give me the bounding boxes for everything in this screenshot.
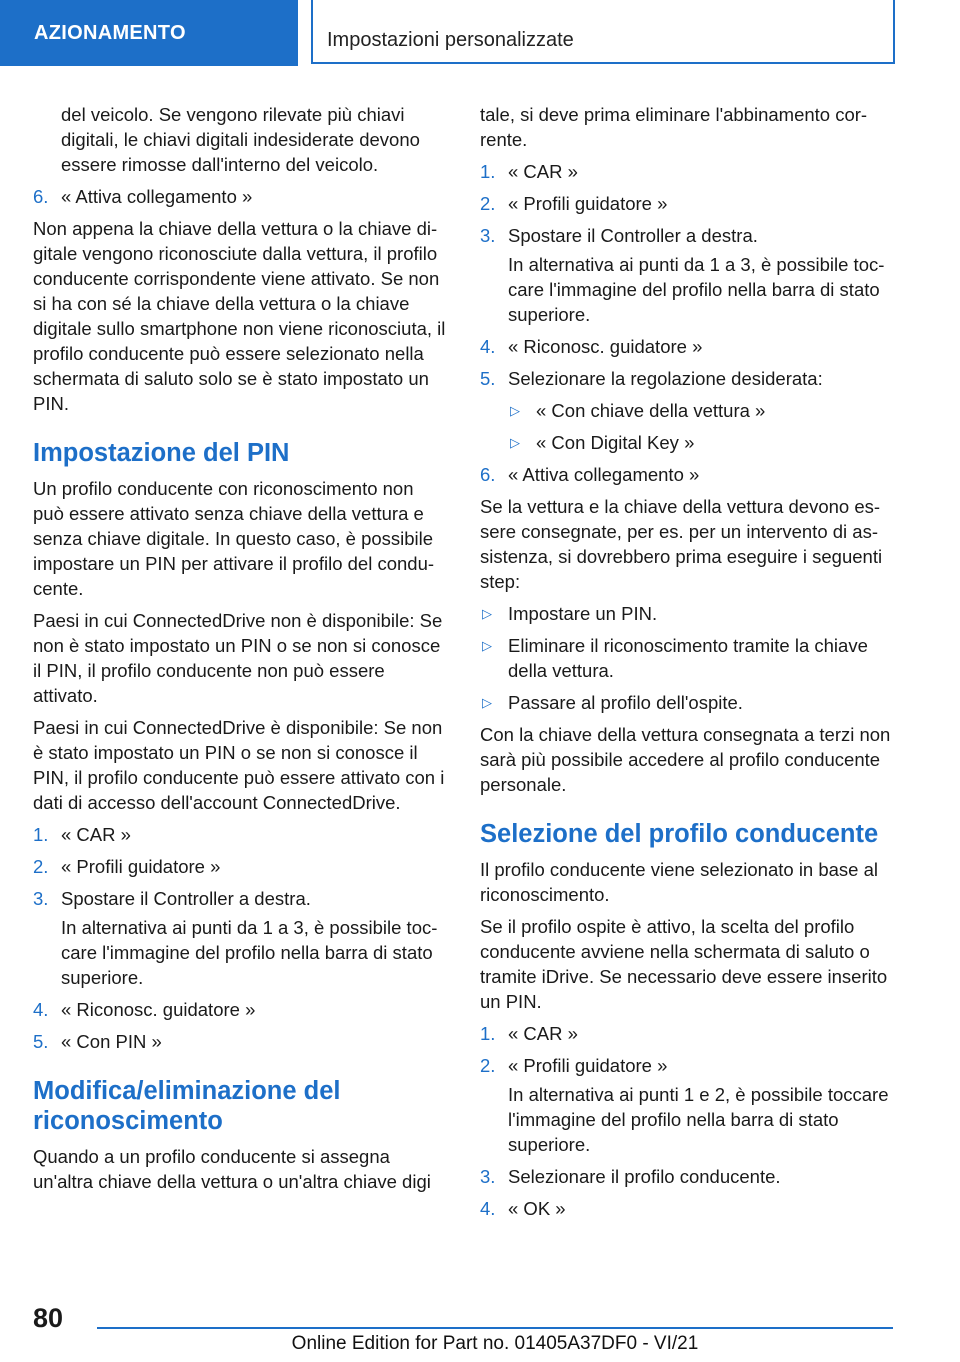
heading-modify: Modifica/eliminazione del riconoscimento	[33, 1077, 341, 1135]
page-number: 80	[33, 1303, 64, 1333]
step-text: Spostare il Controller a destra.	[508, 225, 758, 246]
step-text: « OK »	[508, 1198, 566, 1219]
step-number: 2.	[480, 1055, 496, 1076]
triangle-bullet-icon: ▷	[482, 695, 492, 710]
step-number: 3.	[480, 225, 496, 246]
step-text: Selezionare il profilo conducente.	[508, 1166, 781, 1187]
list-item	[480, 223, 895, 248]
option-text: « Con Digital Key »	[536, 432, 695, 453]
step-text: « Con PIN »	[61, 1031, 162, 1052]
list-item	[480, 1021, 895, 1046]
bullet-text: Impostare un PIN.	[508, 603, 658, 624]
step-number: 1.	[480, 1023, 496, 1044]
option-item	[480, 430, 895, 455]
step-text: « Attiva collegamento »	[61, 186, 253, 207]
step-text: Selezionare la regolazione desiderata:	[508, 368, 823, 389]
step-number: 3.	[33, 888, 49, 909]
step-number: 4.	[33, 999, 49, 1020]
step-text: « Attiva collegamento »	[508, 464, 700, 485]
step-text: « CAR »	[508, 161, 578, 182]
step-note: In alternativa ai punti 1 e 2, è possibile toccare l'immagine del profilo nella barra di stato superiore.	[508, 1084, 889, 1155]
list-item	[33, 997, 448, 1022]
paragraph: Se il profilo ospite è attivo, la scelta del profilo conducente avviene nella schermata di saluto o tramite iDrive. Se necessario deve essere inserito un PIN.	[480, 916, 888, 1012]
step-text: « Profili guidatore »	[508, 1055, 668, 1076]
footer-divider	[97, 1327, 893, 1329]
step-number: 4.	[480, 336, 496, 357]
step-number: 2.	[480, 193, 496, 214]
paragraph: Paesi in cui ConnectedDrive è disponibile: Se non è stato impostato un PIN o se non si conosce il PIN, il profilo conducente può essere attivato con i dati di accesso dell'account ConnectedDrive.	[33, 717, 445, 813]
step-number: 6.	[33, 186, 49, 207]
step-text: Spostare il Controller a destra.	[61, 888, 311, 909]
step-number: 1.	[33, 824, 49, 845]
triangle-bullet-icon: ▷	[482, 606, 492, 621]
chapter-title: Impostazioni personalizzate	[311, 0, 895, 64]
step-text: « Riconosc. guidatore »	[508, 336, 703, 357]
step-number: 5.	[33, 1031, 49, 1052]
list-item	[33, 822, 448, 847]
paragraph: Il profilo conducente viene selezionato in base al riconoscimento.	[480, 859, 879, 905]
step-text: « Profili guidatore »	[508, 193, 668, 214]
step-text: « CAR »	[61, 824, 131, 845]
list-item	[480, 462, 895, 487]
step-number: 5.	[480, 368, 496, 389]
bullet-item	[480, 601, 895, 626]
edition-text: Online Edition for Part no. 01405A37DF0 - VI/21	[291, 1333, 699, 1354]
step-number: 1.	[480, 161, 496, 182]
paragraph: Non appena la chiave della vettura o la chiave digitale vengono riconosciute dalla vettura, il profilo conducente corrispondente viene attivato. Se non si ha con sé la chiave della vettura o la chiave digitale sullo smartphone non viene riconosciuta, il profilo conducente può essere selezionato nella schermata di saluto solo se è stato impostato un PIN.	[33, 218, 446, 414]
bullet-text: Passare al profilo dell'ospite.	[508, 692, 743, 713]
list-item	[480, 159, 895, 184]
step-text: « Profili guidatore »	[61, 856, 221, 877]
heading-select-profile: Selezione del profilo conducente	[480, 820, 879, 848]
list-item	[33, 184, 448, 209]
step-number: 2.	[33, 856, 49, 877]
step-note: In alternativa ai punti da 1 a 3, è possibile toccare l'immagine del profilo nella barra di stato superiore.	[61, 917, 438, 988]
list-item	[480, 191, 895, 216]
bullet-item	[480, 633, 895, 683]
bullet-item	[480, 690, 895, 715]
paragraph: Se la vettura e la chiave della vettura devono essere consegnate, per es. per un intervento di assistenza, si dovrebbero prima eseguire i seguenti step:	[480, 496, 883, 592]
bullet-text: Eliminare il riconoscimento tramite la chiave della vettura.	[508, 635, 868, 681]
triangle-bullet-icon: ▷	[510, 403, 520, 418]
list-item	[33, 1029, 448, 1054]
triangle-bullet-icon: ▷	[482, 638, 492, 653]
step-number: 4.	[480, 1198, 496, 1219]
step-text: « CAR »	[508, 1023, 578, 1044]
list-item	[33, 854, 448, 879]
paragraph: Con la chiave della vettura consegnata a terzi non sarà più possibile accedere al profilo conducente personale.	[480, 724, 891, 795]
continued-text: del veicolo. Se vengono rilevate più chiavi digitali, le chiavi digitali indesiderate devono essere rimosse dall'interno del veicolo.	[61, 104, 420, 175]
list-item	[480, 1053, 895, 1078]
triangle-bullet-icon: ▷	[510, 435, 520, 450]
list-item	[480, 334, 895, 359]
option-text: « Con chiave della vettura »	[536, 400, 766, 421]
paragraph: Un profilo conducente con riconoscimento non può essere attivato senza chiave della vettura e senza chiave digitale. In questo caso, è possibile impostare un PIN per attivare il profilo del conducente.	[33, 478, 435, 599]
step-number: 6.	[480, 464, 496, 485]
step-number: 3.	[480, 1166, 496, 1187]
continued-text: tale, si deve prima eliminare l'abbinamento corrente.	[480, 104, 868, 150]
paragraph: Paesi in cui ConnectedDrive non è disponibile: Se non è stato impostato un PIN o se non si conosce il PIN, il profilo conducente non può essere attivato.	[33, 610, 443, 706]
list-item	[480, 366, 895, 391]
section-tab: AZIONAMENTO	[0, 0, 298, 66]
page-header	[0, 0, 960, 66]
heading-pin: Impostazione del PIN	[33, 439, 290, 467]
list-item	[480, 1164, 895, 1189]
list-item	[480, 1196, 895, 1221]
right-column	[480, 102, 895, 1228]
step-note: In alternativa ai punti da 1 a 3, è possibile toccare l'immagine del profilo nella barra di stato superiore.	[508, 254, 885, 325]
paragraph: Quando a un profilo conducente si assegna un'altra chiave della vettura o un'altra chiave digi	[33, 1146, 431, 1192]
left-column	[33, 102, 448, 1201]
option-item	[480, 398, 895, 423]
step-text: « Riconosc. guidatore »	[61, 999, 256, 1020]
list-item	[33, 886, 448, 911]
